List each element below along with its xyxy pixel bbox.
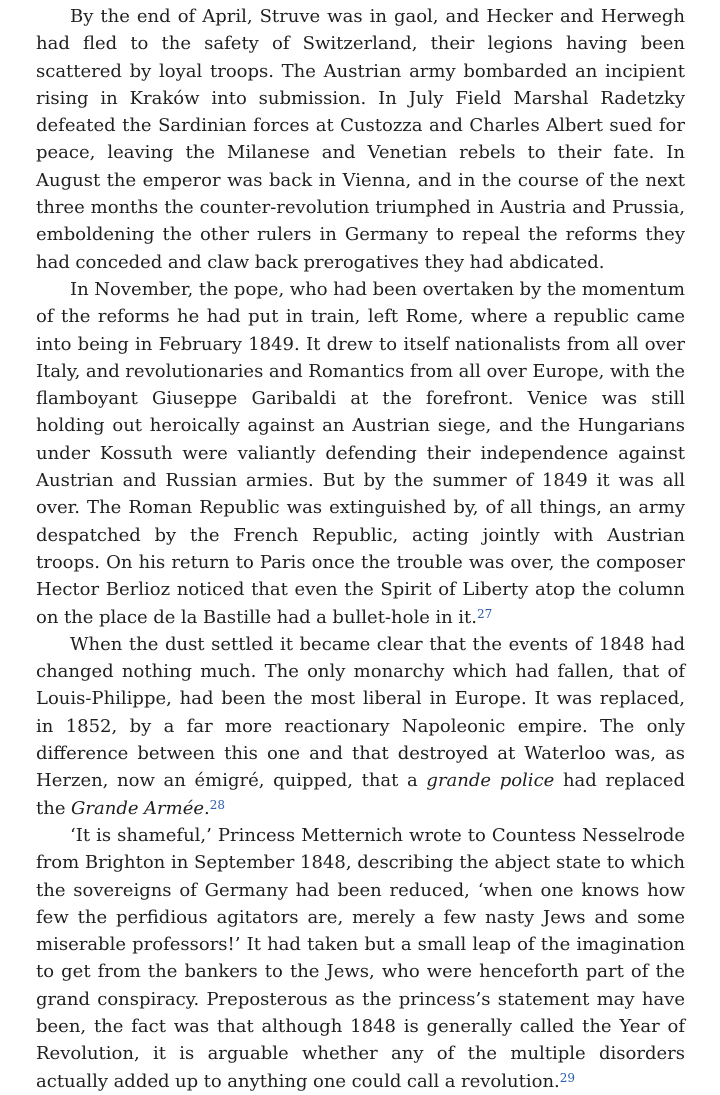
paragraph-4 bbox=[36, 822, 685, 1095]
paragraph-3-text-before: When the dust settled it became clear that the events of 1848 had changed nothing much. The only monarchy which had fallen, that of Louis-Philippe, had been the most liberal in Europe. It was replaced, in 1852, by a far more reactionary Napoleonic empire. The only difference between this one and that destroyed at Waterloo was, as Herzen, now an émigré, quipped, that a bbox=[36, 633, 685, 792]
paragraph-2 bbox=[36, 276, 685, 631]
paragraph-1 bbox=[36, 3, 685, 276]
paragraph-3-text-after: . bbox=[204, 797, 210, 819]
paragraph-3 bbox=[36, 631, 685, 822]
footnote-link-27[interactable]: 27 bbox=[476, 606, 493, 621]
paragraph-1-text: By the end of April, Struve was in gaol, and Hecker and Herwegh had fled to the safety of Switzerland, their legions having been scattered by loyal troops. The Austrian army bombarded an incipient rising in Kraków into submission. In July Field Marshal Radetzky defeated the Sardinian forces at Custozza and Charles Albert sued for peace, leaving the Milanese and Venetian rebels to their fate. In August the emperor was back in Vienna, and in the course of the next three months the counter-revolution triumphed in Austria and Prussia, emboldening the other rulers in Germany to repeal the reforms they had conceded and claw back prerogatives they had abdicated. bbox=[36, 6, 685, 273]
paragraph-3-italic-grande-police: grande police bbox=[426, 770, 555, 792]
paragraph-3-text-middle: had replaced the bbox=[36, 770, 685, 819]
paragraph-4-text: ‘It is shameful,’ Princess Metternich wrote to Countess Nesselrode from Brighton in September 1848, describing the abject state to which the sovereigns of Germany had been reduced, ‘when one knows how few the perfidious agitators are, merely a few nasty Jews and some miserable professors!’ It had taken but a small leap of the imagination to get from the bankers to the Jews, who were henceforth part of the grand conspiracy. Preposterous as the princess’s statement may have been, the fact was that although 1848 is generally called the Year of Revolution, it is arguable whether any of the multiple disorders actually added up to anything one could call a revolution. bbox=[36, 824, 685, 1092]
footnote-link-28[interactable]: 28 bbox=[209, 797, 226, 812]
paragraph-2-text: In November, the pope, who had been overtaken by the momentum of the reforms he had put in train, left Rome, where a republic came into being in February 1849. It drew to itself nationalists from all over Italy, and revolutionaries and Romantics from all over Europe, with the flamboyant Giuseppe Garibaldi at the forefront. Venice was still holding out heroically against an Austrian siege, and the Hungarians under Kossuth were valiantly defending their independence against Austrian and Russian armies. But by the summer of 1849 it was all over. The Roman Republic was extinguished by, of all things, an army despatched by the French Republic, acting jointly with Austrian troops. On his return to Paris once the trouble was over, the composer Hector Berlioz noticed that even the Spirit of Liberty atop the column on the place de la Bastille had a bullet-hole in it. bbox=[36, 278, 685, 628]
footnote-link-29[interactable]: 29 bbox=[559, 1070, 576, 1085]
paragraph-3-italic-grande-armee: Grande Armée bbox=[71, 797, 204, 819]
